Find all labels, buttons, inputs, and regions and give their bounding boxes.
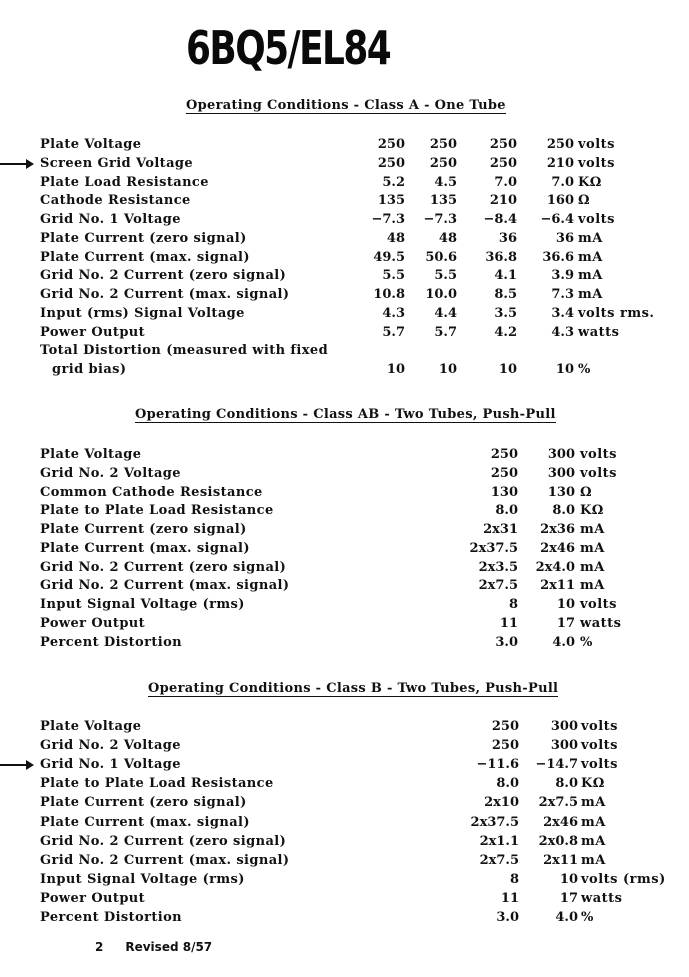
spec-value: 8.0 [555, 776, 578, 792]
spec-unit: % [580, 634, 593, 650]
spec-value: −6.4 [540, 212, 574, 227]
spec-row [0, 229, 689, 248]
spec-value: 2x0.8 [538, 833, 578, 849]
spec-unit: % [581, 910, 594, 925]
spec-value: 250 [490, 465, 518, 481]
spec-value: 4.5 [434, 174, 457, 190]
spec-value: 135 [377, 193, 405, 209]
spec-unit: mA [578, 268, 603, 284]
spec-label: Grid No. 1 Voltage [40, 757, 181, 773]
spec-label: Percent Distortion [40, 634, 183, 650]
spec-value: 2x31 [483, 522, 518, 537]
spec-unit: mA [581, 833, 606, 849]
spec-value: 300 [547, 447, 575, 462]
spec-value: 5.7 [382, 324, 405, 340]
spec-value: 4.0 [552, 634, 575, 650]
spec-value: 10 [556, 597, 575, 612]
spec-value: 130 [547, 484, 575, 500]
spec-value: 210 [546, 155, 574, 171]
spec-unit: mA [581, 814, 606, 830]
spec-row [0, 304, 689, 323]
spec-value: 4.1 [494, 268, 517, 284]
spec-label: Grid No. 2 Current (max. signal) [40, 287, 290, 302]
spec-value: 250 [491, 738, 519, 754]
spec-unit: volts rms. [578, 305, 655, 321]
spec-value: 10 [386, 362, 405, 377]
spec-unit: volts [581, 738, 618, 754]
spec-unit: volts [578, 155, 615, 171]
spec-row [0, 266, 689, 285]
spec-row [0, 501, 689, 520]
spec-value: 11 [499, 615, 518, 631]
spec-label: Grid No. 2 Voltage [40, 465, 181, 481]
spec-value: 17 [559, 890, 578, 906]
spec-unit: volts [578, 212, 615, 227]
spec-value: 2x7.5 [479, 852, 519, 868]
spec-label: Screen Grid Voltage [40, 155, 194, 171]
spec-unit: KΩ [578, 174, 602, 190]
spec-row [0, 323, 689, 342]
spec-label: Plate to Plate Load Resistance [40, 776, 274, 792]
spec-unit: mA [580, 540, 605, 556]
spec-row [0, 851, 689, 870]
spec-unit: Ω [580, 484, 593, 500]
spec-value: 2x7.5 [478, 578, 518, 594]
spec-value: 2x36 [540, 522, 575, 537]
spec-row [0, 360, 689, 379]
spec-label: Grid No. 2 Voltage [40, 738, 181, 754]
spec-value: 4.0 [555, 910, 578, 925]
spec-label: Power Output [40, 890, 146, 906]
spec-value: 36.6 [542, 249, 574, 265]
spec-value: 250 [489, 137, 517, 152]
spec-row [0, 520, 689, 539]
spec-unit: mA [580, 578, 605, 594]
spec-row [0, 717, 689, 736]
spec-label: Plate Current (max. signal) [40, 249, 250, 265]
spec-label: Plate Current (max. signal) [40, 814, 250, 830]
spec-row [0, 558, 689, 577]
spec-row [0, 813, 689, 832]
spec-label: Cathode Resistance [40, 193, 191, 209]
spec-unit: volts [581, 757, 618, 773]
spec-value: 2x3.5 [478, 559, 518, 575]
spec-label: Grid No. 2 Current (max. signal) [40, 852, 290, 868]
spec-row [0, 154, 689, 173]
page-title: 6BQ5/EL84 [186, 21, 391, 75]
spec-label: Plate Current (max. signal) [40, 540, 250, 556]
spec-unit: volts [578, 137, 615, 152]
spec-value: 8.5 [494, 287, 517, 302]
spec-unit: watts [578, 324, 620, 340]
spec-value: 5.7 [434, 324, 457, 340]
spec-value: 8 [509, 871, 519, 887]
spec-value: −7.3 [423, 212, 457, 227]
spec-row [0, 736, 689, 755]
spec-unit: mA [580, 559, 605, 575]
spec-unit: volts [581, 719, 618, 734]
spec-value: 3.4 [551, 305, 574, 321]
spec-label: Common Cathode Resistance [40, 484, 263, 500]
spec-value: 3.5 [494, 305, 517, 321]
spec-label: Input (rms) Signal Voltage [40, 305, 245, 321]
spec-label: Grid No. 2 Current (max. signal) [40, 578, 290, 594]
spec-unit: volts (rms) [581, 871, 666, 887]
spec-row [0, 774, 689, 793]
spec-value: 2x46 [543, 814, 578, 830]
spec-value: 4.2 [494, 324, 517, 340]
spec-value: 5.5 [434, 268, 457, 284]
spec-value: 300 [550, 719, 578, 734]
spec-label: Plate to Plate Load Resistance [40, 503, 274, 519]
spec-row [0, 614, 689, 633]
spec-label: Total Distortion (measured with fixed [40, 343, 329, 359]
spec-value: 48 [386, 230, 405, 246]
spec-value: 5.2 [382, 174, 405, 190]
spec-row [0, 870, 689, 889]
spec-value: −8.4 [483, 212, 517, 227]
spec-value: 17 [556, 615, 575, 631]
spec-value: 4.3 [382, 305, 405, 321]
spec-value: 10.0 [425, 287, 457, 302]
spec-value: 160 [546, 193, 574, 209]
spec-label: Grid No. 2 Current (zero signal) [40, 833, 287, 849]
spec-value: 8 [508, 597, 518, 612]
spec-label: Power Output [40, 324, 146, 340]
spec-value: 36.8 [485, 249, 517, 265]
spec-row [0, 539, 689, 558]
spec-unit: mA [578, 230, 603, 246]
spec-label: Grid No. 2 Current (zero signal) [40, 559, 287, 575]
spec-value: 8.0 [552, 503, 575, 519]
spec-value: 2x11 [540, 578, 575, 594]
spec-value: 49.5 [373, 249, 405, 265]
spec-row [0, 483, 689, 502]
spec-value: 250 [489, 155, 517, 171]
spec-value: 2x46 [540, 540, 575, 556]
spec-value: 36 [555, 230, 574, 246]
spec-value: 300 [547, 465, 575, 481]
spec-label: grid bias) [52, 362, 127, 377]
spec-value: 8.0 [496, 776, 519, 792]
spec-unit: watts [581, 890, 623, 906]
spec-value: 50.6 [425, 249, 457, 265]
spec-row [0, 210, 689, 229]
spec-label: Grid No. 2 Current (zero signal) [40, 268, 287, 284]
spec-label: Percent Distortion [40, 910, 183, 925]
spec-row [0, 464, 689, 483]
spec-value: 36 [498, 230, 517, 246]
spec-value: 3.0 [495, 634, 518, 650]
spec-unit: Ω [578, 193, 591, 209]
spec-value: −11.6 [476, 757, 519, 773]
spec-label: Input Signal Voltage (rms) [40, 871, 245, 887]
spec-value: 10 [559, 871, 578, 887]
spec-value: 250 [491, 719, 519, 734]
spec-value: 10 [555, 362, 574, 377]
spec-value: 4.4 [434, 305, 457, 321]
spec-value: 135 [429, 193, 457, 209]
spec-value: 7.0 [551, 174, 574, 190]
spec-unit: volts [580, 597, 617, 612]
spec-row [0, 576, 689, 595]
spec-label: Grid No. 1 Voltage [40, 212, 181, 227]
spec-row [0, 191, 689, 210]
spec-value: 210 [489, 193, 517, 209]
spec-row [0, 285, 689, 304]
spec-row [0, 908, 689, 927]
spec-unit: mA [581, 795, 606, 811]
spec-value: 10 [438, 362, 457, 377]
spec-unit: mA [578, 249, 603, 265]
spec-label: Plate Voltage [40, 447, 142, 462]
spec-value: 10 [498, 362, 517, 377]
spec-value: 2x10 [484, 795, 519, 811]
spec-row [0, 889, 689, 908]
spec-value: 2x37.5 [470, 814, 519, 830]
page-footer [95, 940, 212, 954]
spec-row [0, 755, 689, 774]
spec-label: Plate Current (zero signal) [40, 230, 247, 246]
spec-value: 250 [429, 155, 457, 171]
section-title: Operating Conditions - Class B - Two Tubes, Push-Pull [148, 681, 559, 696]
page-number: 2 [95, 940, 104, 954]
spec-label: Plate Current (zero signal) [40, 522, 247, 537]
spec-row [0, 595, 689, 614]
spec-value: 250 [429, 137, 457, 152]
spec-value: 3.0 [496, 910, 519, 925]
spec-value: 7.3 [551, 287, 574, 302]
spec-value: 8.0 [495, 503, 518, 519]
spec-value: −7.3 [371, 212, 405, 227]
spec-label: Plate Load Resistance [40, 174, 209, 190]
spec-unit: mA [578, 287, 603, 302]
spec-value: 250 [377, 137, 405, 152]
section-title: Operating Conditions - Class A - One Tube [186, 98, 506, 113]
spec-row [0, 341, 689, 360]
spec-value: 4.3 [551, 324, 574, 340]
spec-value: 11 [500, 890, 519, 906]
spec-row [0, 832, 689, 851]
spec-unit: mA [581, 852, 606, 868]
spec-label: Plate Voltage [40, 137, 142, 152]
margin-arrow-icon [0, 764, 32, 766]
section-title: Operating Conditions - Class AB - Two Tubes, Push-Pull [135, 407, 556, 422]
spec-value: 3.9 [551, 268, 574, 284]
spec-unit: KΩ [580, 503, 604, 519]
spec-value: 48 [438, 230, 457, 246]
spec-unit: % [578, 362, 591, 377]
spec-value: 2x4.0 [535, 559, 575, 575]
revision-note: Revised 8/57 [125, 940, 213, 954]
margin-arrow-icon [0, 163, 32, 165]
spec-row [0, 173, 689, 192]
spec-value: 10.8 [373, 287, 405, 302]
spec-value: 130 [490, 484, 518, 500]
spec-row [0, 445, 689, 464]
spec-value: 2x37.5 [469, 540, 518, 556]
spec-value: −14.7 [535, 757, 578, 773]
spec-label: Input Signal Voltage (rms) [40, 597, 245, 612]
spec-value: 2x7.5 [538, 795, 578, 811]
spec-unit: KΩ [581, 776, 605, 792]
spec-value: 250 [546, 137, 574, 152]
spec-unit: volts [580, 465, 617, 481]
spec-value: 2x1.1 [479, 833, 519, 849]
spec-value: 250 [377, 155, 405, 171]
spec-row [0, 248, 689, 267]
spec-label: Power Output [40, 615, 146, 631]
spec-row [0, 793, 689, 812]
spec-value: 2x11 [543, 852, 578, 868]
spec-label: Plate Current (zero signal) [40, 795, 247, 811]
spec-value: 250 [490, 447, 518, 462]
spec-row [0, 135, 689, 154]
spec-value: 7.0 [494, 174, 517, 190]
spec-unit: watts [580, 615, 622, 631]
spec-unit: mA [580, 522, 605, 537]
spec-value: 5.5 [382, 268, 405, 284]
spec-row [0, 633, 689, 652]
spec-unit: volts [580, 447, 617, 462]
spec-value: 300 [550, 738, 578, 754]
spec-label: Plate Voltage [40, 719, 142, 734]
